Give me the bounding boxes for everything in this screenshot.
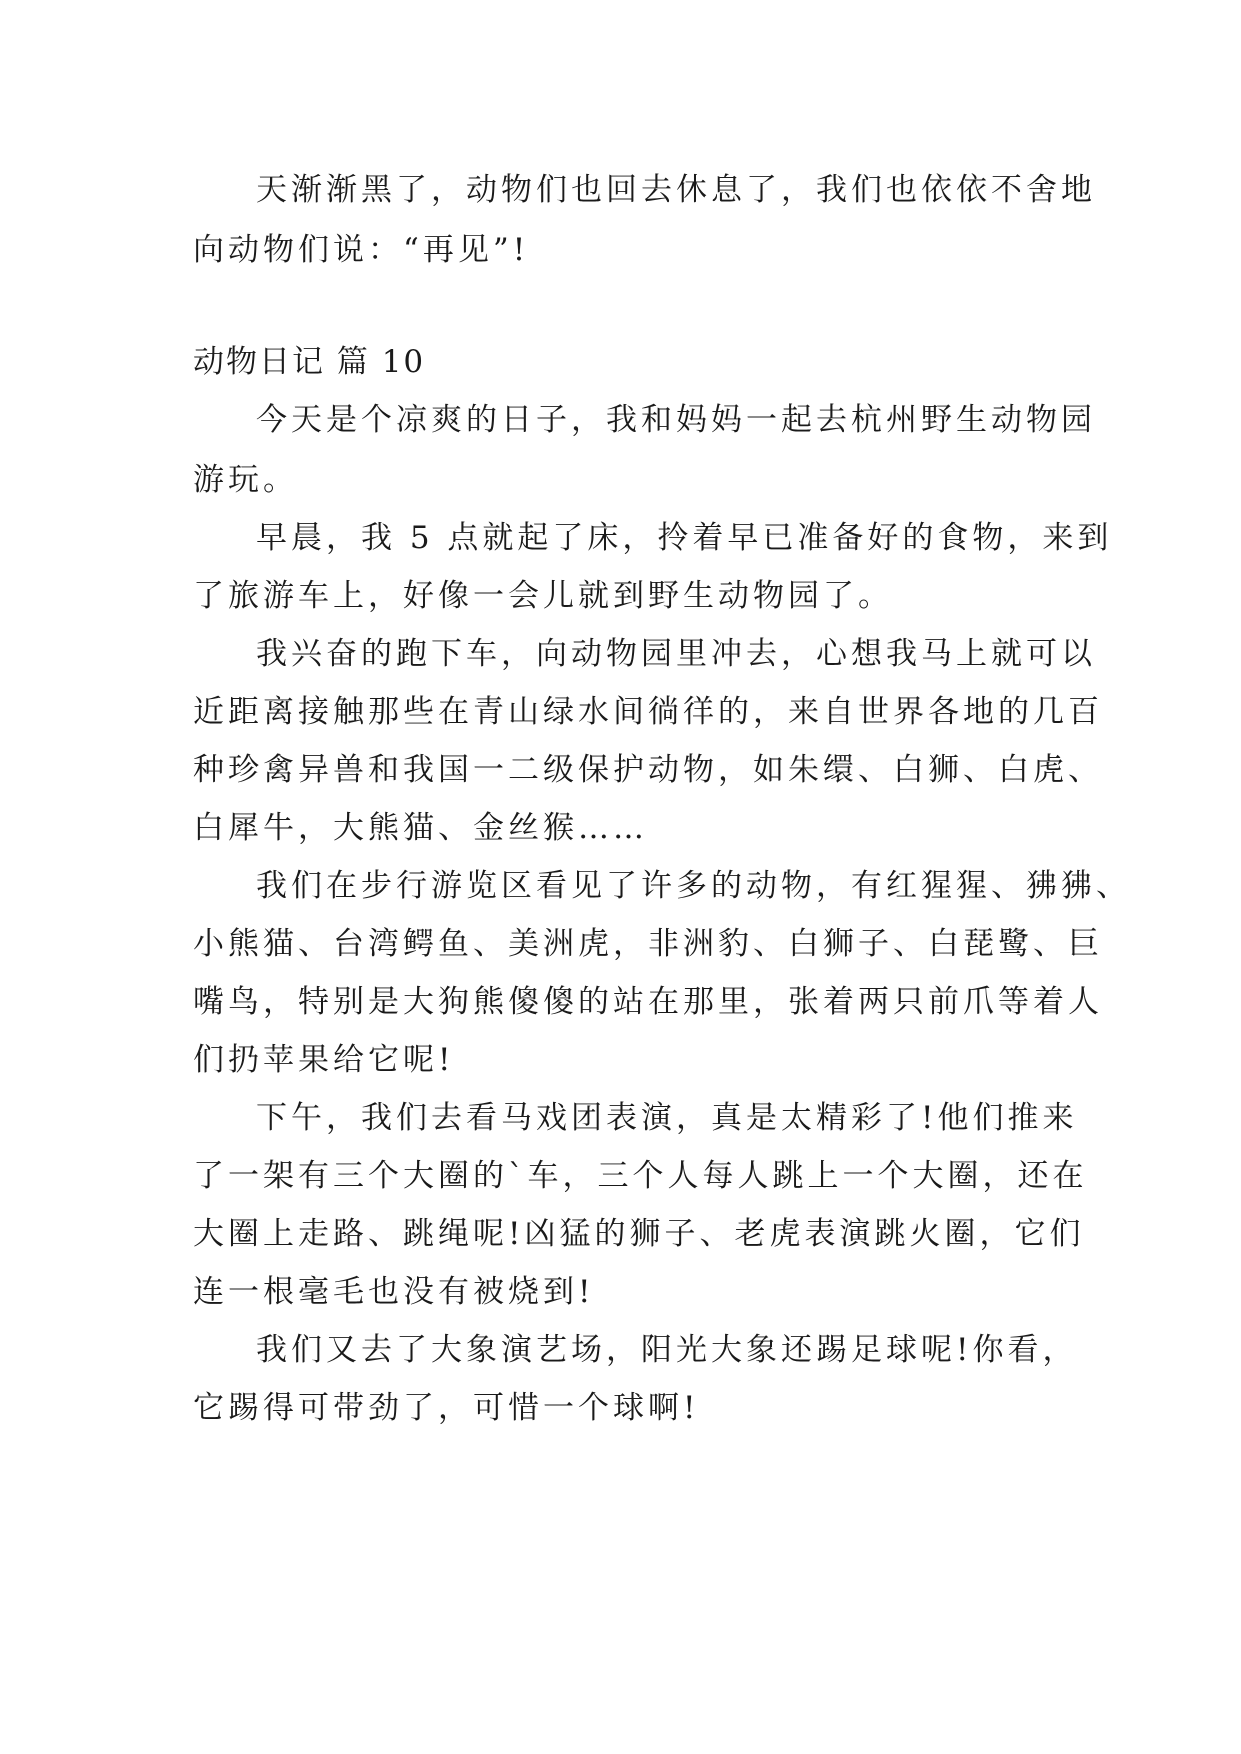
paragraph-2-line-2: 了旅游车上，好像一会儿就到野生动物园了。	[193, 578, 893, 614]
paragraph-3-line-1: 我兴奋的跑下车，向动物园里冲去，心想我马上就可以	[256, 636, 1096, 672]
paragraph-5-line-2: 了一架有三个大圈的`车，三个人每人跳上一个大圈，还在	[193, 1158, 1088, 1194]
paragraph-3-line-2: 近距离接触那些在青山绿水间徜徉的，来自世界各地的几百	[193, 694, 1103, 730]
paragraph-2-line-1: 早晨，我 5 点就起了床，拎着早已准备好的食物，来到	[256, 520, 1113, 556]
paragraph-4-line-2: 小熊猫、台湾鳄鱼、美洲虎，非洲豹、白狮子、白琵鹭、巨	[193, 926, 1103, 962]
paragraph-5-line-4: 连一根毫毛也没有被烧到!	[193, 1274, 595, 1310]
paragraph-4-line-3: 嘴鸟，特别是大狗熊傻傻的站在那里，张着两只前爪等着人	[193, 984, 1103, 1020]
section-title: 动物日记 篇 10	[193, 344, 426, 380]
intro-line-2: 向动物们说：“再见”!	[193, 232, 530, 268]
intro-line-1: 天渐渐黑了，动物们也回去休息了，我们也依依不舍地	[256, 172, 1096, 208]
paragraph-3-line-4: 白犀牛，大熊猫、金丝猴……	[193, 810, 648, 846]
paragraph-1-line-1: 今天是个凉爽的日子，我和妈妈一起去杭州野生动物园	[256, 402, 1096, 438]
paragraph-6-line-1: 我们又去了大象演艺场，阳光大象还踢足球呢!你看，	[256, 1332, 1078, 1368]
paragraph-5-line-1: 下午，我们去看马戏团表演，真是太精彩了!他们推来	[256, 1100, 1078, 1136]
paragraph-4-line-4: 们扔苹果给它呢!	[193, 1042, 455, 1078]
paragraph-6-line-2: 它踢得可带劲了，可惜一个球啊!	[193, 1390, 700, 1426]
paragraph-4-line-1: 我们在步行游览区看见了许多的动物，有红猩猩、狒狒、	[256, 868, 1131, 904]
paragraph-5-line-3: 大圈上走路、跳绳呢!凶猛的狮子、老虎表演跳火圈，它们	[193, 1216, 1085, 1252]
paragraph-1-line-2: 游玩。	[193, 462, 298, 498]
paragraph-3-line-3: 种珍禽异兽和我国一二级保护动物，如朱缳、白狮、白虎、	[193, 752, 1103, 788]
